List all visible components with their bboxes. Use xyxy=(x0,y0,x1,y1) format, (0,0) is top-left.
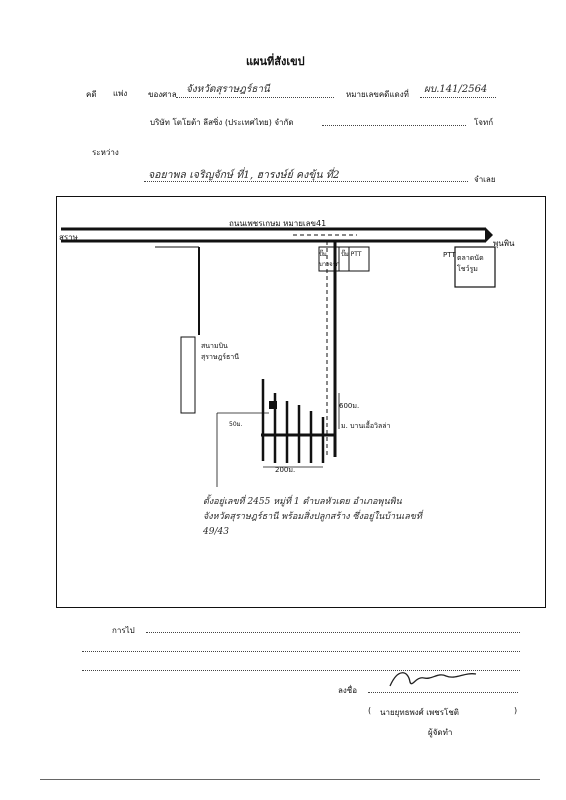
case-label: คดี xyxy=(86,90,97,99)
highway-right-arrow xyxy=(485,227,493,243)
sign-label: ลงชื่อ xyxy=(338,686,358,695)
direction-right-label: พุนพิน xyxy=(493,239,515,248)
court-name: จังหวัดสุราษฎร์ธานี xyxy=(186,84,270,95)
pump-left-label: ปั๊ม บางจาก xyxy=(319,251,340,268)
signer-role: ผู้จัดทำ xyxy=(428,728,453,737)
go-dotted-line-1 xyxy=(146,632,520,633)
distance-50-label: 50ม. xyxy=(229,421,243,428)
signer-name: นายยุทธพงศ์ เพชรโชติ xyxy=(380,708,459,717)
address-note: ตั้งอยู่เลขที่ 2455 หมู่ที่ 1 ตำบลหัวเตย อำเภอพุนพิน จังหวัดสุราษฎร์ธานี พร้อมสิ่งปลูกสร้าง ซึ่งอยู่ในบ้านเลขที่ 49/43 xyxy=(203,497,422,537)
target-house-marker xyxy=(269,401,277,409)
pump-mid-label: ปั๊ม PTT xyxy=(341,251,362,258)
black-case-number: ผบ.141/2564 xyxy=(424,84,488,95)
page-title: แผนที่สังเขป xyxy=(246,55,305,68)
airport-strip xyxy=(181,337,195,413)
go-dotted-line-2 xyxy=(82,651,520,652)
map-frame xyxy=(56,196,546,608)
signer-close-paren: ) xyxy=(514,706,518,715)
court-label: ของศาล xyxy=(148,90,177,99)
bottom-rule xyxy=(40,779,540,780)
road-name-label: ถนนเพชรเกษม หมายเลข41 xyxy=(229,219,327,228)
signature-dotted-line xyxy=(368,692,518,693)
airport-label: สนามบิน สุราษฎร์ธานี xyxy=(201,342,240,361)
defendant-name: จอยาพล เจริญจักษ์ ที่1, ฮารงษ์ย์ คงขุ้น ที่2 xyxy=(148,169,340,181)
showroom-label: ตลาดนัด โชว์รูม xyxy=(457,254,484,273)
village-label: ม. บานเอื้อวิลล่า xyxy=(341,422,391,430)
black-case-dotted-line xyxy=(420,97,496,98)
plaintiff-role: โจทก์ xyxy=(474,118,494,127)
signer-open-paren: ( xyxy=(368,706,372,715)
ptt-label: PTT xyxy=(443,251,456,259)
plaintiff-dotted-line xyxy=(322,125,466,126)
between-label: ระหว่าง xyxy=(92,148,119,157)
plaintiff-name: บริษัท โตโยต้า ลีสซิ่ง (ประเทศไทย) จำกัด xyxy=(150,118,294,127)
case-type: แพ่ง xyxy=(113,89,128,98)
court-dotted-line xyxy=(176,97,334,98)
go-label: การไป xyxy=(112,626,135,635)
black-case-label: หมายเลขคดีแดงที่ xyxy=(346,90,409,99)
distance-200-label: 200ม. xyxy=(275,466,296,474)
distance-600-label: 600ม. xyxy=(339,402,360,410)
defendant-role: จำเลย xyxy=(474,175,496,184)
signature-scribble xyxy=(386,668,486,690)
direction-left-label: สุราษ xyxy=(59,233,78,242)
